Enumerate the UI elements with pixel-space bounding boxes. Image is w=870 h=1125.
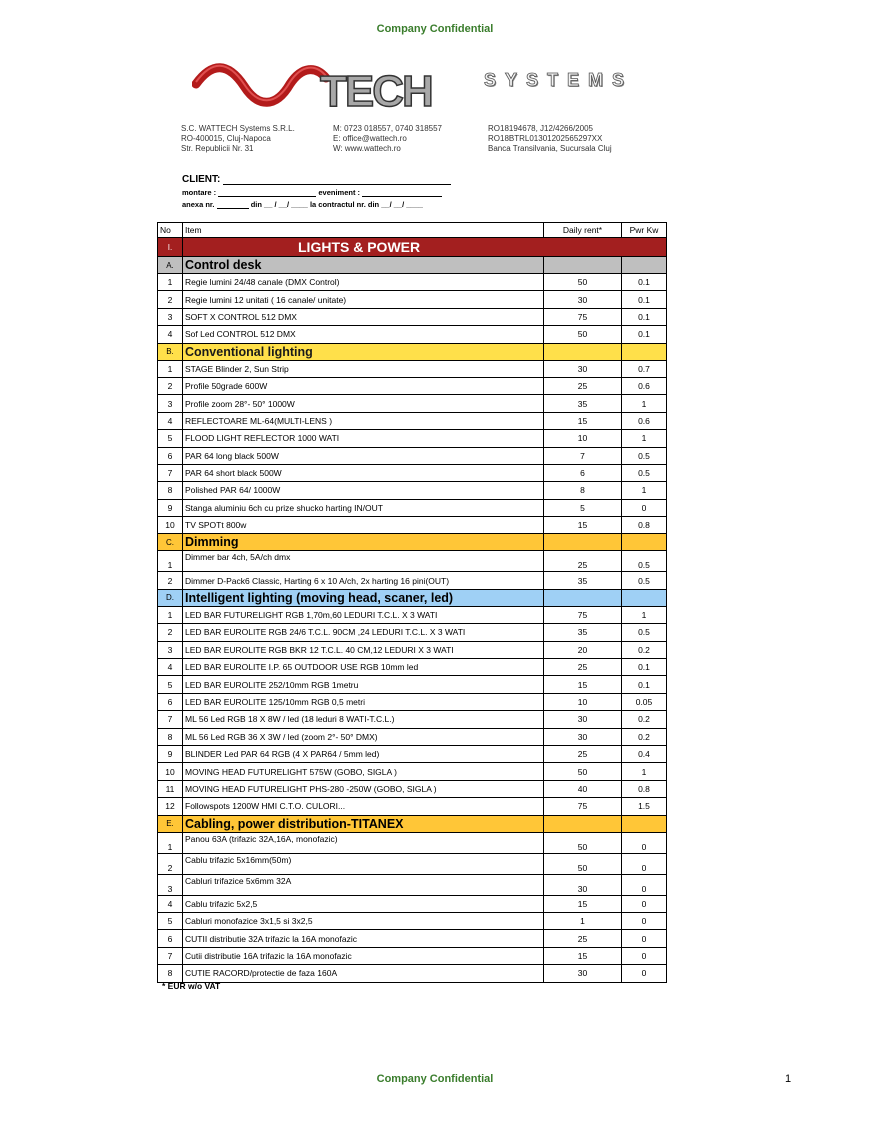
section-letter: A. <box>158 257 183 274</box>
row-number: 10 <box>158 763 183 780</box>
montare-field[interactable] <box>218 187 316 197</box>
contract-label: la contractul nr. <box>309 200 366 209</box>
row-daily-rent: 1 <box>544 912 622 929</box>
row-daily-rent: 7 <box>544 447 622 464</box>
wattech-logo <box>192 62 472 112</box>
table-row <box>158 693 667 710</box>
row-daily-rent: 50 <box>544 326 622 343</box>
row-daily-rent: 25 <box>544 930 622 947</box>
systems-wordmark: SYSTEMS <box>484 70 634 90</box>
svg-text:TECH: TECH <box>320 67 432 112</box>
row-item: MOVING HEAD FUTURELIGHT PHS-280 -250W (GOBO, SIGLA ) <box>183 780 544 797</box>
row-daily-rent: 30 <box>544 360 622 377</box>
row-item: LED BAR EUROLITE RGB BKR 12 T.C.L. 40 CM,12 LEDURI X 3 WATI <box>183 641 544 658</box>
row-daily-rent: 75 <box>544 308 622 325</box>
row-item: MOVING HEAD FUTURELIGHT 575W (GOBO, SIGLA ) <box>183 763 544 780</box>
row-power-kw: 0.5 <box>622 551 667 572</box>
table-row <box>158 832 667 853</box>
row-daily-rent: 50 <box>544 274 622 291</box>
section-kw-cell <box>622 815 667 832</box>
row-item: Stanga aluminiu 6ch cu prize shucko harting IN/OUT <box>183 499 544 516</box>
row-daily-rent: 15 <box>544 676 622 693</box>
table-header-row <box>158 223 667 238</box>
section-row <box>158 589 667 606</box>
montare-label: montare : <box>182 188 217 197</box>
row-number: 8 <box>158 728 183 745</box>
row-power-kw: 0.8 <box>622 780 667 797</box>
row-power-kw: 0 <box>622 895 667 912</box>
section-kw-cell <box>622 589 667 606</box>
table-row <box>158 606 667 623</box>
table-row <box>158 930 667 947</box>
row-daily-rent: 20 <box>544 641 622 658</box>
row-item: FLOOD LIGHT REFLECTOR 1000 WATI <box>183 430 544 447</box>
section-row <box>158 343 667 360</box>
row-daily-rent: 15 <box>544 517 622 534</box>
table-row <box>158 274 667 291</box>
row-number: 1 <box>158 551 183 572</box>
row-power-kw: 0.5 <box>622 572 667 589</box>
row-item: STAGE Blinder 2, Sun Strip <box>183 360 544 377</box>
row-power-kw: 0 <box>622 912 667 929</box>
row-power-kw: 0 <box>622 853 667 874</box>
section-letter: E. <box>158 815 183 832</box>
row-number: 2 <box>158 291 183 308</box>
row-item: Profile 50grade 600W <box>183 377 544 394</box>
table-row <box>158 447 667 464</box>
rent-table <box>157 222 667 983</box>
row-number: 1 <box>158 360 183 377</box>
table-row <box>158 360 667 377</box>
table-row <box>158 798 667 815</box>
row-number: 8 <box>158 482 183 499</box>
table-row <box>158 464 667 481</box>
row-daily-rent: 6 <box>544 464 622 481</box>
main-section-letter: I. <box>158 238 183 257</box>
table-row <box>158 745 667 762</box>
section-row <box>158 257 667 274</box>
row-power-kw: 0.1 <box>622 659 667 676</box>
section-letter: C. <box>158 534 183 551</box>
section-title: Intelligent lighting (moving head, scaner, led) <box>183 589 544 606</box>
section-title: Conventional lighting <box>183 343 544 360</box>
row-number: 5 <box>158 430 183 447</box>
section-kw-cell <box>622 343 667 360</box>
table-row <box>158 308 667 325</box>
client-block <box>182 174 451 209</box>
page-number: 1 <box>785 1073 792 1085</box>
row-item: Followspots 1200W HMI C.T.O. CULORI... <box>183 798 544 815</box>
row-number: 11 <box>158 780 183 797</box>
row-power-kw: 1 <box>622 395 667 412</box>
row-power-kw: 1 <box>622 482 667 499</box>
row-daily-rent: 15 <box>544 412 622 429</box>
anexa-label: anexa nr. <box>182 200 215 209</box>
row-daily-rent: 30 <box>544 711 622 728</box>
row-item: PAR 64 long black 500W <box>183 447 544 464</box>
row-item: Panou 63A (trifazic 32A,16A, monofazic) <box>183 832 544 853</box>
row-daily-rent: 25 <box>544 659 622 676</box>
table-row <box>158 895 667 912</box>
table-row <box>158 947 667 964</box>
row-number: 4 <box>158 326 183 343</box>
row-item: Dimmer bar 4ch, 5A/ch dmx <box>183 551 544 572</box>
row-number: 7 <box>158 464 183 481</box>
table-row <box>158 412 667 429</box>
row-daily-rent: 5 <box>544 499 622 516</box>
row-item: Sof Led CONTROL 512 DMX <box>183 326 544 343</box>
section-title: Control desk <box>183 257 544 274</box>
row-power-kw: 0.5 <box>622 447 667 464</box>
row-item: LED BAR FUTURELIGHT RGB 1,70m,60 LEDURI T.C.L. X 3 WATI <box>183 606 544 623</box>
section-rent-cell <box>544 534 622 551</box>
confidential-header: Company Confidential <box>376 23 494 35</box>
row-item: CUTIE RACORD/protectie de faza 160A <box>183 965 544 982</box>
row-daily-rent: 35 <box>544 624 622 641</box>
row-power-kw: 0.1 <box>622 676 667 693</box>
anexa-date: din __ / __/ ____ <box>250 200 308 209</box>
col-no-header: No <box>158 223 183 238</box>
row-item: LED BAR EUROLITE 252/10mm RGB 1metru <box>183 676 544 693</box>
row-item: TV SPOTt 800w <box>183 517 544 534</box>
row-number: 2 <box>158 853 183 874</box>
row-item: ML 56 Led RGB 36 X 3W / led (zoom 2°- 50° DMX) <box>183 728 544 745</box>
row-daily-rent: 35 <box>544 395 622 412</box>
contract-date: din __/ __/ ____ <box>367 200 423 209</box>
table-row <box>158 624 667 641</box>
row-daily-rent: 50 <box>544 763 622 780</box>
section-row <box>158 815 667 832</box>
row-item: Dimmer D-Pack6 Classic, Harting 6 x 10 A/ch, 2x harting 16 pini(OUT) <box>183 572 544 589</box>
section-letter: D. <box>158 589 183 606</box>
row-power-kw: 0.8 <box>622 517 667 534</box>
row-item: Cabluri monofazice 3x1,5 si 3x2,5 <box>183 912 544 929</box>
section-kw-cell <box>622 257 667 274</box>
row-number: 3 <box>158 641 183 658</box>
row-power-kw: 1 <box>622 763 667 780</box>
row-daily-rent: 30 <box>544 874 622 895</box>
row-number: 4 <box>158 895 183 912</box>
row-power-kw: 0.1 <box>622 274 667 291</box>
table-row <box>158 291 667 308</box>
row-power-kw: 0.2 <box>622 711 667 728</box>
row-number: 6 <box>158 693 183 710</box>
row-number: 5 <box>158 676 183 693</box>
row-number: 1 <box>158 274 183 291</box>
row-power-kw: 0.6 <box>622 377 667 394</box>
row-item: LED BAR EUROLITE RGB 24/6 T.C.L. 90CM ,24 LEDURI T.C.L. X 3 WATI <box>183 624 544 641</box>
row-daily-rent: 30 <box>544 965 622 982</box>
row-power-kw: 1 <box>622 606 667 623</box>
company-contact: M: 0723 018557, 0740 318557 E: office@wattech.ro W: www.wattech.ro <box>333 124 442 153</box>
col-kw-header: Pwr Kw <box>622 223 667 238</box>
main-section-row <box>158 238 667 257</box>
row-number: 2 <box>158 377 183 394</box>
row-number: 6 <box>158 930 183 947</box>
row-item: BLINDER Led PAR 64 RGB (4 X PAR64 / 5mm led) <box>183 745 544 762</box>
row-item: Cabluri trifazice 5x6mm 32A <box>183 874 544 895</box>
row-number: 2 <box>158 572 183 589</box>
eveniment-field[interactable] <box>362 187 442 197</box>
row-daily-rent: 35 <box>544 572 622 589</box>
row-number: 3 <box>158 395 183 412</box>
row-item: LED BAR EUROLITE I.P. 65 OUTDOOR USE RGB 10mm led <box>183 659 544 676</box>
row-daily-rent: 25 <box>544 551 622 572</box>
row-daily-rent: 10 <box>544 430 622 447</box>
section-kw-cell <box>622 534 667 551</box>
row-number: 3 <box>158 308 183 325</box>
row-power-kw: 0.05 <box>622 693 667 710</box>
row-daily-rent: 30 <box>544 728 622 745</box>
row-daily-rent: 75 <box>544 606 622 623</box>
section-rent-cell <box>544 343 622 360</box>
main-section-title: LIGHTS & POWER <box>183 238 667 257</box>
row-number: 7 <box>158 947 183 964</box>
row-daily-rent: 25 <box>544 377 622 394</box>
row-item: Profile zoom 28°- 50° 1000W <box>183 395 544 412</box>
row-item: CUTII distributie 32A trifazic la 16A monofazic <box>183 930 544 947</box>
row-number: 1 <box>158 832 183 853</box>
anexa-field[interactable] <box>217 199 249 209</box>
row-power-kw: 1 <box>622 430 667 447</box>
row-item: Regie lumini 24/48 canale (DMX Control) <box>183 274 544 291</box>
row-power-kw: 0 <box>622 947 667 964</box>
row-number: 4 <box>158 412 183 429</box>
row-power-kw: 0.1 <box>622 308 667 325</box>
table-row <box>158 430 667 447</box>
section-row <box>158 534 667 551</box>
row-item: ML 56 Led RGB 18 X 8W / led (18 leduri 8 WATI-T.C.L.) <box>183 711 544 728</box>
row-daily-rent: 25 <box>544 745 622 762</box>
table-row <box>158 853 667 874</box>
row-power-kw: 0.2 <box>622 641 667 658</box>
row-power-kw: 0.7 <box>622 360 667 377</box>
client-field[interactable] <box>223 175 451 185</box>
row-power-kw: 0 <box>622 832 667 853</box>
row-power-kw: 0.1 <box>622 326 667 343</box>
row-number: 4 <box>158 659 183 676</box>
table-row <box>158 641 667 658</box>
row-daily-rent: 30 <box>544 291 622 308</box>
row-power-kw: 0 <box>622 499 667 516</box>
row-number: 2 <box>158 624 183 641</box>
table-row <box>158 874 667 895</box>
client-label: CLIENT: <box>182 174 221 185</box>
row-daily-rent: 8 <box>544 482 622 499</box>
section-title: Cabling, power distribution-TITANEX <box>183 815 544 832</box>
table-row <box>158 780 667 797</box>
row-power-kw: 0.1 <box>622 291 667 308</box>
table-row <box>158 499 667 516</box>
table-row <box>158 711 667 728</box>
table-row <box>158 659 667 676</box>
row-daily-rent: 40 <box>544 780 622 797</box>
table-row <box>158 965 667 982</box>
footnote: * EUR w/o VAT <box>162 981 221 991</box>
table-row <box>158 551 667 572</box>
row-number: 7 <box>158 711 183 728</box>
row-item: PAR 64 short black 500W <box>183 464 544 481</box>
row-item: Cablu trifazic 5x16mm(50m) <box>183 853 544 874</box>
row-number: 5 <box>158 912 183 929</box>
row-number: 1 <box>158 606 183 623</box>
table-row <box>158 395 667 412</box>
row-item: REFLECTOARE ML-64(MULTI-LENS ) <box>183 412 544 429</box>
row-power-kw: 0 <box>622 930 667 947</box>
section-title: Dimming <box>183 534 544 551</box>
row-item: Cutii distributie 16A trifazic la 16A monofazic <box>183 947 544 964</box>
row-power-kw: 0.4 <box>622 745 667 762</box>
table-row <box>158 482 667 499</box>
company-bank: RO18194678, J12/4266/2005 RO18BTRL01301202565297XX Banca Transilvania, Sucursala Cluj <box>488 124 612 153</box>
col-rent-header: Daily rent* <box>544 223 622 238</box>
row-number: 6 <box>158 447 183 464</box>
confidential-footer: Company Confidential <box>376 1073 494 1085</box>
row-power-kw: 0 <box>622 965 667 982</box>
table-row <box>158 912 667 929</box>
row-daily-rent: 10 <box>544 693 622 710</box>
row-item: Regie lumini 12 unitati ( 16 canale/ unitate) <box>183 291 544 308</box>
section-letter: B. <box>158 343 183 360</box>
row-power-kw: 0.2 <box>622 728 667 745</box>
table-row <box>158 517 667 534</box>
row-daily-rent: 15 <box>544 895 622 912</box>
row-number: 12 <box>158 798 183 815</box>
row-daily-rent: 50 <box>544 832 622 853</box>
row-power-kw: 1.5 <box>622 798 667 815</box>
section-rent-cell <box>544 815 622 832</box>
row-number: 9 <box>158 499 183 516</box>
company-address: S.C. WATTECH Systems S.R.L. RO-400015, Cluj-Napoca Str. Republicii Nr. 31 <box>181 124 295 153</box>
table-row <box>158 763 667 780</box>
row-item: SOFT X CONTROL 512 DMX <box>183 308 544 325</box>
table-row <box>158 728 667 745</box>
row-power-kw: 0 <box>622 874 667 895</box>
row-daily-rent: 15 <box>544 947 622 964</box>
row-number: 3 <box>158 874 183 895</box>
row-number: 9 <box>158 745 183 762</box>
table-row <box>158 377 667 394</box>
col-item-header: Item <box>183 223 544 238</box>
table-row <box>158 572 667 589</box>
row-daily-rent: 50 <box>544 853 622 874</box>
row-power-kw: 0.5 <box>622 464 667 481</box>
row-power-kw: 0.5 <box>622 624 667 641</box>
section-rent-cell <box>544 589 622 606</box>
row-item: Cablu trifazic 5x2,5 <box>183 895 544 912</box>
eveniment-label: eveniment : <box>318 188 361 197</box>
row-power-kw: 0.6 <box>622 412 667 429</box>
section-rent-cell <box>544 257 622 274</box>
row-item: LED BAR EUROLITE 125/10mm RGB 0,5 metri <box>183 693 544 710</box>
row-number: 10 <box>158 517 183 534</box>
table-row <box>158 326 667 343</box>
row-daily-rent: 75 <box>544 798 622 815</box>
table-row <box>158 676 667 693</box>
row-item: Polished PAR 64/ 1000W <box>183 482 544 499</box>
row-number: 8 <box>158 965 183 982</box>
